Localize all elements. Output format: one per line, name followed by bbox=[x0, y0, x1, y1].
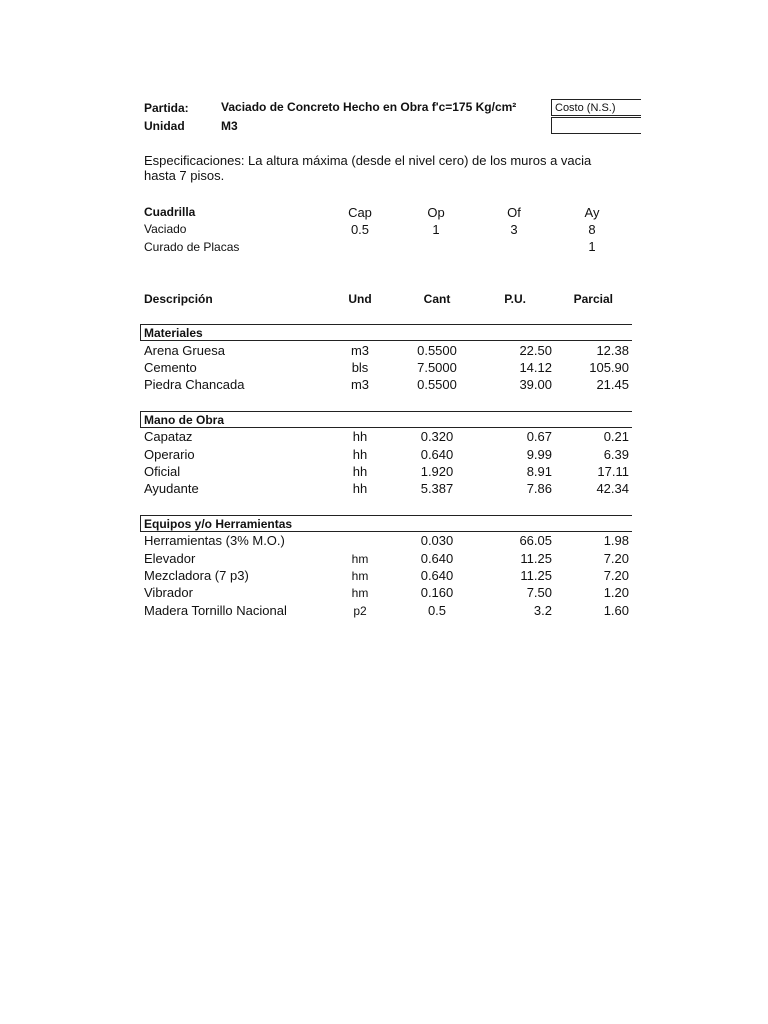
section-title: Equipos y/o Herramientas bbox=[144, 517, 293, 531]
row-cant: 0.640 bbox=[420, 551, 454, 566]
row-desc: Operario bbox=[144, 447, 195, 462]
row-parcial: 1.98 bbox=[603, 533, 629, 548]
section-header-materiales bbox=[140, 324, 632, 341]
crew-header-of: Of bbox=[507, 205, 521, 220]
row-pu: 22.50 bbox=[519, 343, 552, 358]
row-cant: 0.320 bbox=[420, 429, 454, 444]
row-und: p2 bbox=[353, 604, 367, 618]
row-pu: 7.50 bbox=[526, 585, 552, 600]
crew-ay: 1 bbox=[588, 239, 596, 254]
row-pu: 7.86 bbox=[526, 481, 552, 496]
table-header-desc: Descripción bbox=[144, 292, 213, 306]
row-und: hm bbox=[351, 586, 369, 600]
row-cant: 0.030 bbox=[420, 533, 454, 548]
row-parcial: 21.45 bbox=[596, 377, 629, 392]
table-header-und: Und bbox=[348, 292, 372, 306]
row-pu: 11.25 bbox=[520, 551, 552, 566]
table-header-cant: Cant bbox=[423, 292, 451, 306]
row-parcial: 7.20 bbox=[603, 568, 629, 583]
table-row bbox=[0, 360, 768, 378]
crew-header-name: Cuadrilla bbox=[144, 205, 196, 219]
table-header-row bbox=[0, 292, 768, 310]
crew-of: 3 bbox=[510, 222, 518, 237]
table-row bbox=[0, 343, 768, 361]
row-desc: Ayudante bbox=[144, 481, 199, 496]
row-parcial: 1.60 bbox=[603, 603, 629, 618]
row-pu: 66.05 bbox=[519, 533, 552, 548]
row-desc: Elevador bbox=[144, 551, 196, 566]
table-row bbox=[0, 568, 768, 586]
crew-header-row bbox=[0, 205, 768, 223]
row-pu: 14.12 bbox=[519, 360, 552, 375]
crew-name: Curado de Placas bbox=[144, 240, 240, 254]
row-pu: 9.99 bbox=[526, 447, 552, 462]
specs-line-2: hasta 7 pisos. bbox=[144, 168, 225, 183]
row-parcial: 105.90 bbox=[589, 360, 629, 375]
row-cant: 0.5 bbox=[427, 603, 447, 618]
row-desc: Mezcladora (7 p3) bbox=[144, 568, 249, 583]
row-pu: 39.00 bbox=[519, 377, 552, 392]
row-desc: Herramientas (3% M.O.) bbox=[144, 533, 285, 548]
row-pu: 3.2 bbox=[533, 603, 552, 618]
row-desc: Vibrador bbox=[144, 585, 193, 600]
row-cant: 1.920 bbox=[420, 464, 454, 479]
crew-row bbox=[0, 240, 768, 258]
crew-cap: 0.5 bbox=[350, 222, 370, 237]
row-und: hh bbox=[352, 481, 368, 496]
costo-label-cell bbox=[551, 99, 641, 116]
crew-header-op: Op bbox=[427, 205, 445, 220]
row-und: hh bbox=[352, 447, 368, 462]
table-row bbox=[0, 377, 768, 395]
unidad-value: M3 bbox=[221, 119, 238, 133]
section-header-mano-de-obra bbox=[140, 411, 632, 428]
table-row bbox=[0, 429, 768, 447]
crew-ay: 8 bbox=[588, 222, 596, 237]
row-parcial: 17.11 bbox=[597, 464, 629, 479]
table-row bbox=[0, 585, 768, 603]
partida-value: Vaciado de Concreto Hecho en Obra f'c=175 Kg/cm² bbox=[221, 100, 517, 114]
row-desc: Cemento bbox=[144, 360, 197, 375]
crew-op: 1 bbox=[432, 222, 440, 237]
row-cant: 5.387 bbox=[420, 481, 454, 496]
row-parcial: 42.34 bbox=[596, 481, 629, 496]
row-und: hm bbox=[351, 552, 369, 566]
table-row bbox=[0, 481, 768, 499]
row-cant: 0.5500 bbox=[417, 343, 457, 358]
row-und: m3 bbox=[350, 377, 370, 392]
crew-header-cap: Cap bbox=[348, 205, 372, 220]
crew-row bbox=[0, 222, 768, 240]
section-title: Mano de Obra bbox=[144, 413, 225, 427]
row-desc: Capataz bbox=[144, 429, 193, 444]
row-pu: 8.91 bbox=[526, 464, 552, 479]
table-header-pu: P.U. bbox=[504, 292, 526, 306]
crew-name: Vaciado bbox=[144, 222, 187, 236]
table-header-parcial: Parcial bbox=[573, 292, 613, 306]
row-cant: 0.640 bbox=[420, 568, 454, 583]
row-parcial: 0.21 bbox=[603, 429, 629, 444]
partida-label: Partida: bbox=[144, 101, 189, 115]
table-row bbox=[0, 603, 768, 621]
row-und: bls bbox=[351, 360, 369, 375]
table-row bbox=[0, 447, 768, 465]
row-und: hh bbox=[352, 464, 368, 479]
costo-label: Costo (N.S.) bbox=[555, 102, 616, 114]
row-pu: 11.25 bbox=[520, 568, 552, 583]
row-cant: 0.640 bbox=[420, 447, 454, 462]
row-und: hm bbox=[351, 569, 369, 583]
row-und: m3 bbox=[350, 343, 370, 358]
row-desc: Arena Gruesa bbox=[144, 343, 225, 358]
row-parcial: 7.20 bbox=[603, 551, 629, 566]
specs-line-1: Especificaciones: La altura máxima (desde el nivel cero) de los muros a vacia bbox=[144, 153, 592, 168]
costo-value-cell bbox=[551, 117, 641, 134]
row-pu: 0.67 bbox=[526, 429, 552, 444]
row-desc: Piedra Chancada bbox=[144, 377, 245, 392]
row-parcial: 1.20 bbox=[603, 585, 629, 600]
row-cant: 0.5500 bbox=[417, 377, 457, 392]
row-parcial: 12.38 bbox=[596, 343, 629, 358]
table-row bbox=[0, 551, 768, 569]
row-cant: 0.160 bbox=[420, 585, 454, 600]
section-title: Materiales bbox=[144, 326, 203, 340]
row-cant: 7.5000 bbox=[417, 360, 457, 375]
row-parcial: 6.39 bbox=[603, 447, 629, 462]
crew-header-ay: Ay bbox=[584, 205, 600, 220]
costo-box bbox=[551, 99, 641, 135]
row-und: hh bbox=[352, 429, 368, 444]
row-desc: Madera Tornillo Nacional bbox=[144, 603, 287, 618]
table-row bbox=[0, 533, 768, 551]
unidad-label: Unidad bbox=[144, 119, 185, 133]
row-desc: Oficial bbox=[144, 464, 181, 479]
section-header-equipos bbox=[140, 515, 632, 532]
table-row bbox=[0, 464, 768, 482]
